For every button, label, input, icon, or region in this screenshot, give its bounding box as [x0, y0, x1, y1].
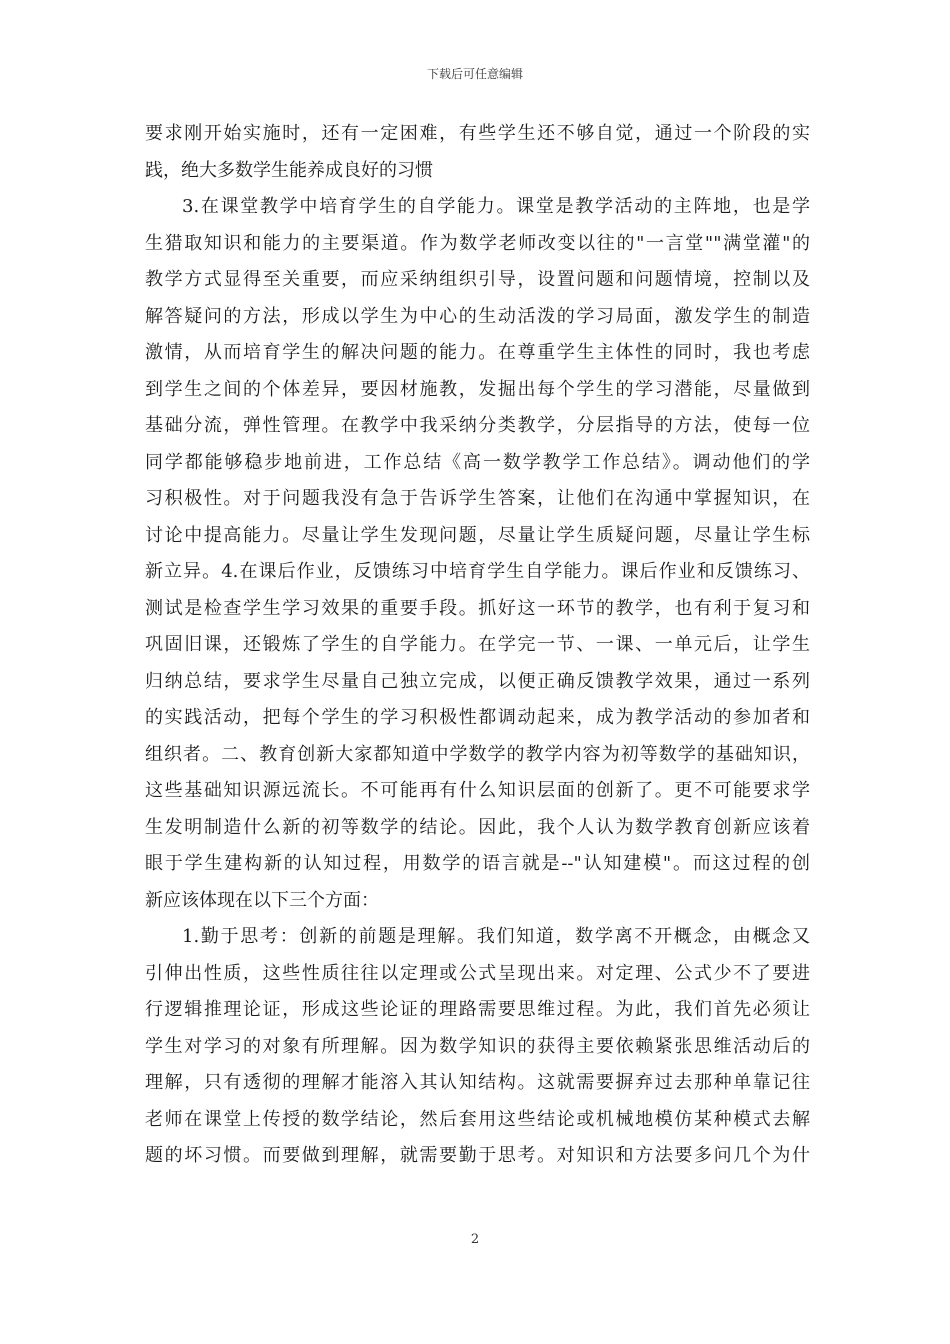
text-line: 生发明制造什么新的初等数学的结论。因此，我个人认为数学教育创新应该着	[145, 816, 810, 838]
text-line: 题的坏习惯。而要做到理解，就需要勤于思考。对知识和方法要多问几个为什	[145, 1145, 810, 1166]
text-line: 测试是检查学生学习效果的重要手段。抓好这一环节的教学，也有利于复习和	[145, 597, 810, 619]
text-line: 教学方式显得至关重要，而应采纳组织引导，设置问题和问题情境，控制以及	[145, 269, 810, 290]
text-line: 组织者。二、教育创新大家都知道中学数学的教学内容为初等数学的基础知识，	[145, 743, 810, 765]
text-line: 基础分流，弹性管理。在教学中我采纳分类教学，分层指导的方法，使每一位	[145, 415, 810, 436]
text-line: 激情，从而培育学生的解决问题的能力。在尊重学生主体性的同时，我也考虑	[145, 342, 810, 363]
page-number: 2	[470, 1232, 480, 1247]
paragraph-first-line: 1.勤于思考：创新的前题是理解。我们知道，数学离不开概念，由概念又	[182, 926, 810, 947]
page-header: 下载后可任意编辑	[426, 67, 523, 81]
text-line: 新应该体现在以下三个方面：	[145, 889, 379, 911]
text-line: 老师在课堂上传授的数学结论，然后套用这些结论或机械地模仿某种模式去解	[145, 1108, 810, 1130]
text-line: 这些基础知识源远流长。不可能再有什么知识层面的创新了。更不可能要求学	[145, 780, 810, 801]
text-line: 的实践活动，把每个学生的学习积极性都调动起来，成为教学活动的参加者和	[145, 707, 810, 728]
paragraph-first-line: 3.在课堂教学中培育学生的自学能力。课堂是教学活动的主阵地，也是学	[182, 196, 810, 217]
text-line: 习积极性。对于问题我没有急于告诉学生答案，让他们在沟通中掌握知识，在	[145, 488, 810, 509]
text-line: 解答疑问的方法，形成以学生为中心的生动活泼的学习局面，激发学生的制造	[145, 305, 810, 327]
text-line: 新立异。4.在课后作业，反馈练习中培育学生自学能力。课后作业和反馈练习、	[145, 561, 810, 582]
text-line: 巩固旧课，还锻炼了学生的自学能力。在学完一节、一课、一单元后，让学生	[145, 634, 810, 655]
text-line: 生猎取知识和能力的主要渠道。作为数学老师改变以往的"一言堂""满堂灌"的	[145, 232, 810, 254]
document-body	[145, 116, 810, 1175]
text-line: 践，绝大多数学生能养成良好的习惯	[145, 159, 433, 181]
text-line: 同学都能够稳步地前进，工作总结《高一数学教学工作总结》。调动他们的学	[145, 451, 810, 473]
text-line: 归纳总结，要求学生尽量自己独立完成，以便正确反馈教学效果，通过一系列	[145, 670, 810, 692]
text-line: 讨论中提高能力。尽量让学生发现问题，尽量让学生质疑问题，尽量让学生标	[145, 524, 810, 546]
text-line: 引伸出性质，这些性质往往以定理或公式呈现出来。对定理、公式少不了要进	[145, 962, 810, 984]
text-line: 理解，只有透彻的理解才能溶入其认知结构。这就需要摒弃过去那种单靠记往	[145, 1072, 810, 1093]
text-line: 眼于学生建构新的认知过程，用数学的语言就是--"认知建模"。而这过程的创	[145, 853, 810, 874]
text-line: 学生对学习的对象有所理解。因为数学知识的获得主要依赖紧张思维活动后的	[145, 1035, 810, 1057]
text-line: 要求刚开始实施时，还有一定困难，有些学生还不够自觉，通过一个阶段的实	[145, 123, 810, 144]
text-line: 到学生之间的个体差异，要因材施教，发掘出每个学生的学习潜能，尽量做到	[145, 378, 810, 400]
text-line: 行逻辑推理论证，形成这些论证的理路需要思维过程。为此，我们首先必须让	[145, 999, 810, 1020]
